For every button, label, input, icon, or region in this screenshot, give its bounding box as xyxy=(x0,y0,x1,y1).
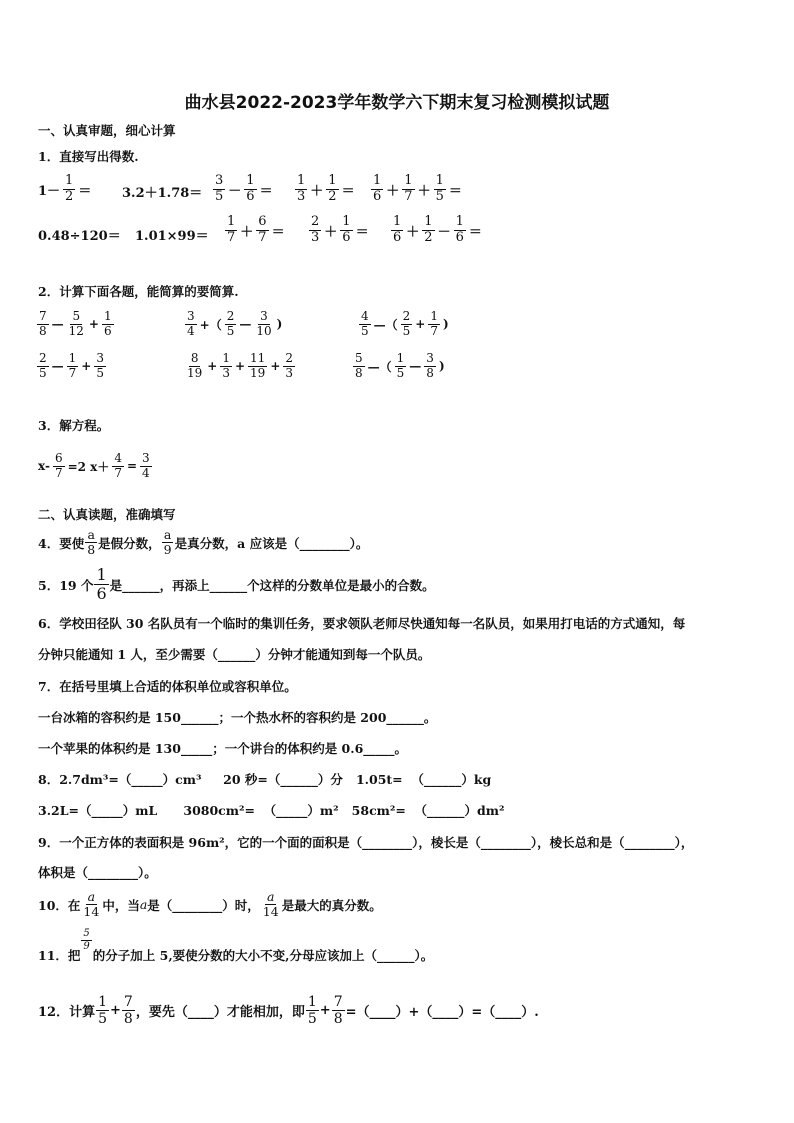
q12 xyxy=(38,994,539,1027)
fraction xyxy=(67,310,86,339)
denominator: 8 xyxy=(355,365,363,380)
q6-line-1: 6．学校田径队 30 名队员有一个临时的集训任务，要求领队老师尽快通知每一名队员，如果用打电话的方式通知，每 xyxy=(38,616,686,631)
q7-line-2: 一个苹果的体积约是 130_____；一个讲台的体积约是 0.6_____。 xyxy=(38,741,408,756)
q7-line-1: 一台冰箱的容积约是 150______；一个热水杯的容积约是 200______。 xyxy=(38,710,437,725)
expr-text: ＝ xyxy=(355,224,369,240)
fraction xyxy=(326,174,338,205)
expr-text: + xyxy=(270,359,281,374)
expr-text: 1－ xyxy=(38,183,61,199)
q12-fraction-4: $\frac{7}{8}$ xyxy=(333,994,343,1028)
denominator: 6 xyxy=(373,188,382,204)
q1-r2-item xyxy=(224,215,287,246)
q10-text-a: 10．在 xyxy=(38,897,81,913)
expr-text: ＋ xyxy=(310,183,324,199)
q5 xyxy=(38,566,435,604)
q1-r2-item xyxy=(308,215,371,246)
denominator: 2 xyxy=(424,229,433,245)
expr-text: =2 x＋ xyxy=(67,459,110,474)
expr-text: ) xyxy=(276,317,283,332)
q2-r1-item xyxy=(358,310,451,339)
expr-text: ＋ xyxy=(324,224,338,240)
q5-text-a: 5．19 个 xyxy=(38,577,94,593)
numerator: 1 xyxy=(68,351,77,365)
q12-plus: + xyxy=(110,1003,121,1019)
q3-equations xyxy=(36,452,153,481)
numerator: 4 xyxy=(114,451,122,465)
denominator: 19 xyxy=(187,365,203,380)
denominator: 6 xyxy=(246,188,255,204)
fraction xyxy=(94,352,106,381)
numerator: 6 xyxy=(258,214,267,229)
q2-prompt: 2．计算下面各题，能简算的要简算. xyxy=(38,284,239,299)
expr-text: ＝ xyxy=(448,183,462,199)
q5-fraction: $\frac{1}{6}$ xyxy=(96,565,107,604)
denominator: 5 xyxy=(435,188,444,204)
q12-fraction-2: $\frac{7}{8}$ xyxy=(123,994,133,1028)
fraction xyxy=(283,352,295,381)
numerator: 1 xyxy=(342,214,351,229)
numerator: 2 xyxy=(226,309,235,323)
denominator: 2 xyxy=(328,188,337,204)
denominator: 2 xyxy=(65,188,74,204)
expr-text: ＋ xyxy=(417,183,431,199)
numerator: 3 xyxy=(260,309,268,323)
denominator: 5 xyxy=(215,188,224,204)
q11-text-a: 11．把 xyxy=(38,948,81,963)
denominator: 19 xyxy=(250,365,266,380)
expr-text: — xyxy=(409,359,422,374)
numerator: 1 xyxy=(404,173,413,188)
numerator: 1 xyxy=(393,214,402,229)
denominator: 5 xyxy=(402,323,411,338)
denominator: 3 xyxy=(285,365,294,380)
denominator: 7 xyxy=(404,188,413,204)
fraction xyxy=(424,352,436,381)
fraction xyxy=(395,352,407,381)
numerator: 1 xyxy=(328,173,337,188)
q11-text-b: 的分子加上 5,要使分数的大小不变,分母应该加上（______）。 xyxy=(92,948,434,963)
denominator: 5 xyxy=(39,365,47,380)
q9-line-2: 体积是（________）。 xyxy=(38,865,157,880)
denominator: 4 xyxy=(187,323,195,338)
q2-r2-item xyxy=(36,352,107,381)
expr-text: ) xyxy=(443,317,449,332)
q12-text-a: 12．计算 xyxy=(38,1005,96,1021)
fraction xyxy=(220,352,232,381)
q8-line-1: 8．2.7dm³=（_____）cm³ 20 秒=（______）分 1.05t= （______）kg xyxy=(38,772,492,787)
expr-text: ＋ xyxy=(406,224,420,240)
numerator: 3 xyxy=(96,351,104,365)
numerator: 6 xyxy=(54,451,63,465)
q1-r1-item xyxy=(212,174,275,205)
fraction xyxy=(359,310,371,339)
expr-text: + xyxy=(415,317,426,332)
fraction xyxy=(248,352,267,381)
numerator: 1 xyxy=(455,214,464,229)
fraction xyxy=(244,174,256,205)
q10-fraction-2: $\frac{a}{14}$ xyxy=(262,889,279,920)
q2-r2-item xyxy=(352,352,447,381)
fraction xyxy=(401,310,413,339)
denominator: 7 xyxy=(68,365,77,380)
numerator: 2 xyxy=(39,351,47,365)
fraction xyxy=(353,352,365,381)
expr-text: x- xyxy=(38,459,50,474)
expr-text: — xyxy=(51,359,64,374)
fraction xyxy=(37,310,49,339)
numerator: 1 xyxy=(246,173,255,188)
expr-text: ) xyxy=(438,359,445,374)
section-2-heading: 二、认真读题，准确填写 xyxy=(38,507,176,522)
q12-plus-2: + xyxy=(319,1003,331,1019)
section-1-heading: 一、认真审题，细心计算 xyxy=(38,123,176,138)
fraction xyxy=(391,215,403,246)
expr-text: － xyxy=(228,183,242,199)
denominator: 7 xyxy=(54,465,63,480)
numerator: 3 xyxy=(215,173,224,188)
expr-text: ＝ xyxy=(271,224,285,240)
q2-r1-item xyxy=(184,310,284,339)
fraction xyxy=(371,174,383,205)
numerator: 7 xyxy=(39,309,47,323)
expr-text: ＋ xyxy=(240,224,254,240)
q10 xyxy=(38,890,382,920)
q1-r2-item xyxy=(133,225,211,244)
q10-text-e: 是最大的真分数。 xyxy=(281,897,382,913)
q1-r1-item xyxy=(370,174,464,205)
q11-fraction: $\frac{5}{9}$ xyxy=(83,928,90,952)
expr-text: ＝ xyxy=(78,183,92,199)
denominator: 5 xyxy=(96,365,104,380)
q4-text-b: 是假分数， xyxy=(98,535,161,551)
numerator: 1 xyxy=(227,214,236,229)
q1-r1-item xyxy=(36,174,93,205)
denominator: 6 xyxy=(455,229,464,245)
q2-r1-item xyxy=(36,310,115,339)
q12-fraction-1: $\frac{1}{5}$ xyxy=(98,994,108,1028)
expr-text: ＋ xyxy=(386,183,400,199)
expr-text: + xyxy=(88,317,99,332)
q1-prompt: 1．直接写出得数. xyxy=(38,149,139,164)
q1-r2-item xyxy=(390,215,484,246)
expr-text: — xyxy=(239,317,252,332)
q4-fraction-2: $\frac{a}{9}$ xyxy=(163,527,172,558)
numerator: 3 xyxy=(187,309,195,323)
denominator: 12 xyxy=(68,323,84,338)
denominator: 6 xyxy=(342,229,351,245)
fraction xyxy=(225,215,237,246)
numerator: 3 xyxy=(142,451,150,465)
fraction xyxy=(256,215,268,246)
q4-text-a: 4．要使 xyxy=(38,535,85,551)
numerator: 1 xyxy=(435,173,444,188)
fraction xyxy=(422,215,434,246)
expr-text: 0.48÷120＝ xyxy=(38,229,121,244)
numerator: 2 xyxy=(402,309,411,323)
fraction xyxy=(295,174,307,205)
expr-text: 1.01×99＝ xyxy=(135,229,209,244)
q10-text-d: 是（________）时， xyxy=(147,897,260,913)
numerator: 11 xyxy=(250,351,266,365)
expr-text: ＝ xyxy=(468,224,482,240)
denominator: 4 xyxy=(142,465,150,480)
expr-text: 3.2＋1.78＝ xyxy=(122,186,203,201)
q6-line-2: 分钟只能通知 1 人，至少需要（______）分钟才能通知到每一个队员。 xyxy=(38,647,431,662)
numerator: 4 xyxy=(361,309,369,323)
denominator: 7 xyxy=(430,323,438,338)
fraction xyxy=(454,215,466,246)
q12-text-b: ，要先（____）才能相加，即 xyxy=(135,1005,305,1021)
numerator: 2 xyxy=(285,351,294,365)
numerator: 1 xyxy=(424,214,433,229)
fraction xyxy=(140,452,152,481)
fraction xyxy=(63,174,75,205)
q11 xyxy=(38,928,434,964)
denominator: 6 xyxy=(103,323,112,338)
q1-r2-item xyxy=(36,225,123,244)
q4-text-c: 是真分数，a 应该是（________）。 xyxy=(174,535,369,551)
fraction xyxy=(428,310,440,339)
denominator: 3 xyxy=(311,229,320,245)
expr-text: —（ xyxy=(367,359,392,374)
numerator: 1 xyxy=(430,309,438,323)
denominator: 3 xyxy=(222,365,230,380)
denominator: 7 xyxy=(227,229,236,245)
numerator: 1 xyxy=(297,173,306,188)
expr-text: + xyxy=(81,359,92,374)
expr-text: — xyxy=(51,317,64,332)
expr-text: ＝ xyxy=(259,183,273,199)
expr-text: + xyxy=(207,359,218,374)
denominator: 8 xyxy=(426,365,434,380)
q10-var-a: a xyxy=(139,897,148,913)
fraction xyxy=(112,452,124,481)
fraction xyxy=(185,310,197,339)
q9-line-1: 9．一个正方体的表面积是 96m²，它的一个面的面积是（________），棱长是（________），棱长总和是（________）， xyxy=(38,835,694,850)
q12-text-c: =（____）+（____）=（____）. xyxy=(345,1005,539,1021)
q1-r1-item xyxy=(294,174,357,205)
q1-r1-item xyxy=(120,182,204,201)
denominator: 10 xyxy=(256,323,272,338)
page-title: 曲水县2022-2023学年数学六下期末复习检测模拟试题 xyxy=(184,93,610,113)
fraction xyxy=(434,174,446,205)
numerator: 1 xyxy=(65,173,74,188)
fraction xyxy=(185,352,204,381)
expr-text: － xyxy=(437,224,451,240)
numerator: 1 xyxy=(373,173,382,188)
numerator: 8 xyxy=(190,351,199,365)
q5-text-b: 是______，再添上______个这样的分数单位是最小的合数。 xyxy=(109,577,435,593)
denominator: 8 xyxy=(39,323,47,338)
q8-line-2: 3.2L=（_____）mL 3080cm²= （_____）m² 58cm²= （______）dm² xyxy=(38,803,505,818)
denominator: 7 xyxy=(258,229,267,245)
q2-r2-item xyxy=(184,352,296,381)
expr-text: = xyxy=(126,459,138,474)
denominator: 5 xyxy=(226,323,235,338)
q10-fraction-1: $\frac{a}{14}$ xyxy=(83,889,100,920)
fraction xyxy=(102,310,114,339)
fraction xyxy=(53,452,65,481)
numerator: 3 xyxy=(426,351,434,365)
denominator: 6 xyxy=(393,229,402,245)
expr-text: + xyxy=(234,359,246,374)
q7-prompt: 7．在括号里填上合适的体积单位或容积单位。 xyxy=(38,679,297,694)
fraction xyxy=(225,310,237,339)
expr-text: ＝ xyxy=(341,183,355,199)
fraction xyxy=(340,215,352,246)
expr-text: —（ xyxy=(373,317,398,332)
denominator: 5 xyxy=(361,323,369,338)
q3-prompt: 3．解方程。 xyxy=(38,418,110,433)
denominator: 3 xyxy=(297,188,306,204)
q10-text-b: 中，当 xyxy=(102,897,140,913)
fraction xyxy=(254,310,273,339)
q12-fraction-3: $\frac{1}{5}$ xyxy=(307,994,317,1028)
numerator: 2 xyxy=(311,214,320,229)
q4-fraction-1: $\frac{a}{8}$ xyxy=(87,527,96,558)
denominator: 7 xyxy=(114,465,122,480)
numerator: 1 xyxy=(396,351,405,365)
fraction xyxy=(37,352,49,381)
fraction xyxy=(402,174,414,205)
numerator: 1 xyxy=(222,351,230,365)
fraction xyxy=(213,174,225,205)
numerator: 5 xyxy=(355,351,363,365)
fraction xyxy=(67,352,79,381)
expr-text: +（ xyxy=(199,317,222,332)
q4 xyxy=(38,528,368,558)
fraction xyxy=(309,215,321,246)
numerator: 1 xyxy=(103,309,112,323)
denominator: 5 xyxy=(396,365,405,380)
numerator: 5 xyxy=(72,309,81,323)
